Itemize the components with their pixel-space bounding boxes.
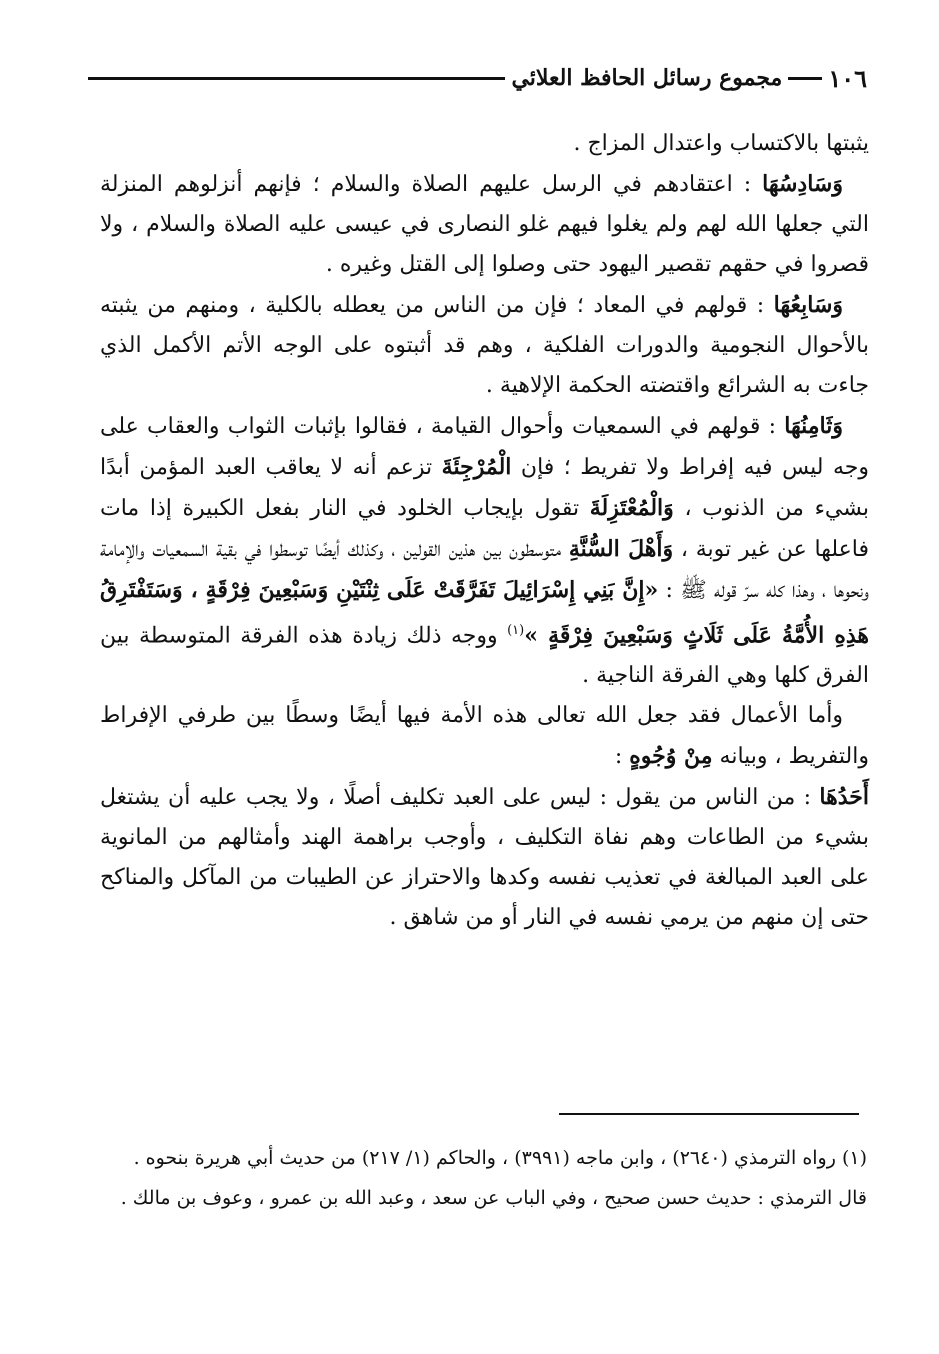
footnote-1-continued: قال الترمذي : حديث حسن صحيح ، وفي الباب عن سعد ، وعبد الله بن عمرو ، وعوف بن مالك . — [120, 1187, 867, 1209]
hadith-quote: «إِنَّ بَنِي إِسْرَائِيلَ تَفَرَّقَتْ عَلَى ثِنْتَيْنِ وَسَبْعِينَ فِرْقَةٍ ، وَسَتَفْتَرِقُ هَذِهِ الأُمَّةُ عَلَى ثَلَاثٍ وَسَبْعِينَ فِرْقَةٍ » — [100, 577, 869, 649]
main-text — [100, 124, 869, 938]
paragraph-seventh — [100, 285, 869, 406]
page-header — [82, 58, 867, 98]
term-murjia: الْمُرْجِئَةَ — [441, 454, 512, 480]
term-mutazila: وَالْمُعْتَزِلَةَ — [589, 495, 674, 521]
paragraph-1-text: يثبتها بالاكتساب واعتدال المزاج . — [573, 131, 869, 156]
eighth-text-a: : قولهم في السمعيات وأحوال القيامة ، فقالوا بإثبات الثواب والعقاب على وجه ليس فيه إفراط ولا تفريط ؛ فإن — [100, 414, 869, 480]
seventh-heading: وَسَابِعُهَا — [773, 292, 843, 318]
paragraph-deeds — [100, 696, 869, 777]
sixth-text: : اعتقادهم في الرسل عليهم الصلاة والسلام ؛ فإنهم أنزلوهم المنزلة التي جعلها الله لهم ولم يغلوا فيهم غلو النصارى في عيسى عليه الصلاة والسلام ، ولا قصروا في حقهم تقصير اليهود حتى وصلوا إلى القتل وغيره . — [100, 172, 869, 277]
term-ahl-sunna: وَأَهْلَ السُّنَّةِ — [568, 536, 674, 562]
eighth-text-c: تقول بإيجاب الخلود في النار بفعل الكبيرة إذا مات فاعلها عن غير توبة ، — [100, 496, 869, 562]
footnote-ref-1: (١) — [507, 623, 525, 638]
header-rule — [88, 77, 505, 80]
sixth-heading: وَسَادِسُهَا — [762, 171, 843, 197]
eighth-text-b: تزعم أنه لا يعاقب العبد المؤمن أبدًا بشيء من الذنوب ، — [100, 455, 869, 521]
paragraph-first-aspect — [100, 777, 869, 938]
page-number: ١٠٦ — [828, 63, 867, 93]
deeds-end: : — [614, 744, 623, 770]
paragraph-eighth — [100, 406, 869, 696]
eighth-text-d: متوسطون بين هذين القولين ، وكذلك أيضًا توسطوا في بقية السمعيات والإمامة ونحوها ، وهذا كله سرّ قوله ﷺ : — [100, 537, 870, 603]
eighth-text-e: ووجه ذلك زيادة هذه الفرقة المتوسطة بين الفرق كلها وهي الفرقة الناجية . — [100, 623, 869, 689]
footnote-separator — [559, 1113, 859, 1115]
deeds-text: وأما الأعمال فقد جعل الله تعالى هذه الأمة فيها أيضًا وسطًا بين طرفي الإفراط والتفريط ، وبيانه — [100, 703, 869, 770]
first-aspect-heading: أَحَدُهَا — [819, 784, 869, 811]
paragraph-1 — [100, 124, 869, 164]
footnote-1: (١) رواه الترمذي (٢٦٤٠) ، وابن ماجه (٣٩٩١) ، والحاكم (١/ ٢١٧) من حديث أبي هريرة بنحوه . — [133, 1147, 867, 1169]
book-title: مجموع رسائل الحافظ العلائي — [511, 65, 783, 91]
footnotes — [82, 1140, 867, 1220]
deeds-term: مِنْ وُجُوهٍ — [629, 743, 713, 770]
paragraph-sixth — [100, 164, 869, 285]
first-aspect-text: : من الناس من يقول : ليس على العبد تكليف أصلًا ، ولا يجب عليه أن يشتغل بشيء من الطاعات وهم نفاة التكليف ، وأوجب براهمة الهند وأمثالهم من المانوية على العبد المبالغة في تعذيب نفسه وكدها والاحتراز عن الطيبات من المآكل والمناكح حتى إن منهم من يرمي نفسه في النار أو من شاهق . — [100, 785, 869, 931]
eighth-heading: وَثَامِنُهَا — [784, 413, 843, 439]
seventh-text: : قولهم في المعاد ؛ فإن من الناس من يعطله بالكلية ، ومنهم من يثبته بالأحوال النجومية والدورات الفلكية ، وهم قد أثبتوه على الوجه الأتم الأكمل الذي جاءت به الشرائع واقتضته الحكمة الإلاهية . — [100, 293, 869, 398]
header-dash — [788, 77, 822, 80]
